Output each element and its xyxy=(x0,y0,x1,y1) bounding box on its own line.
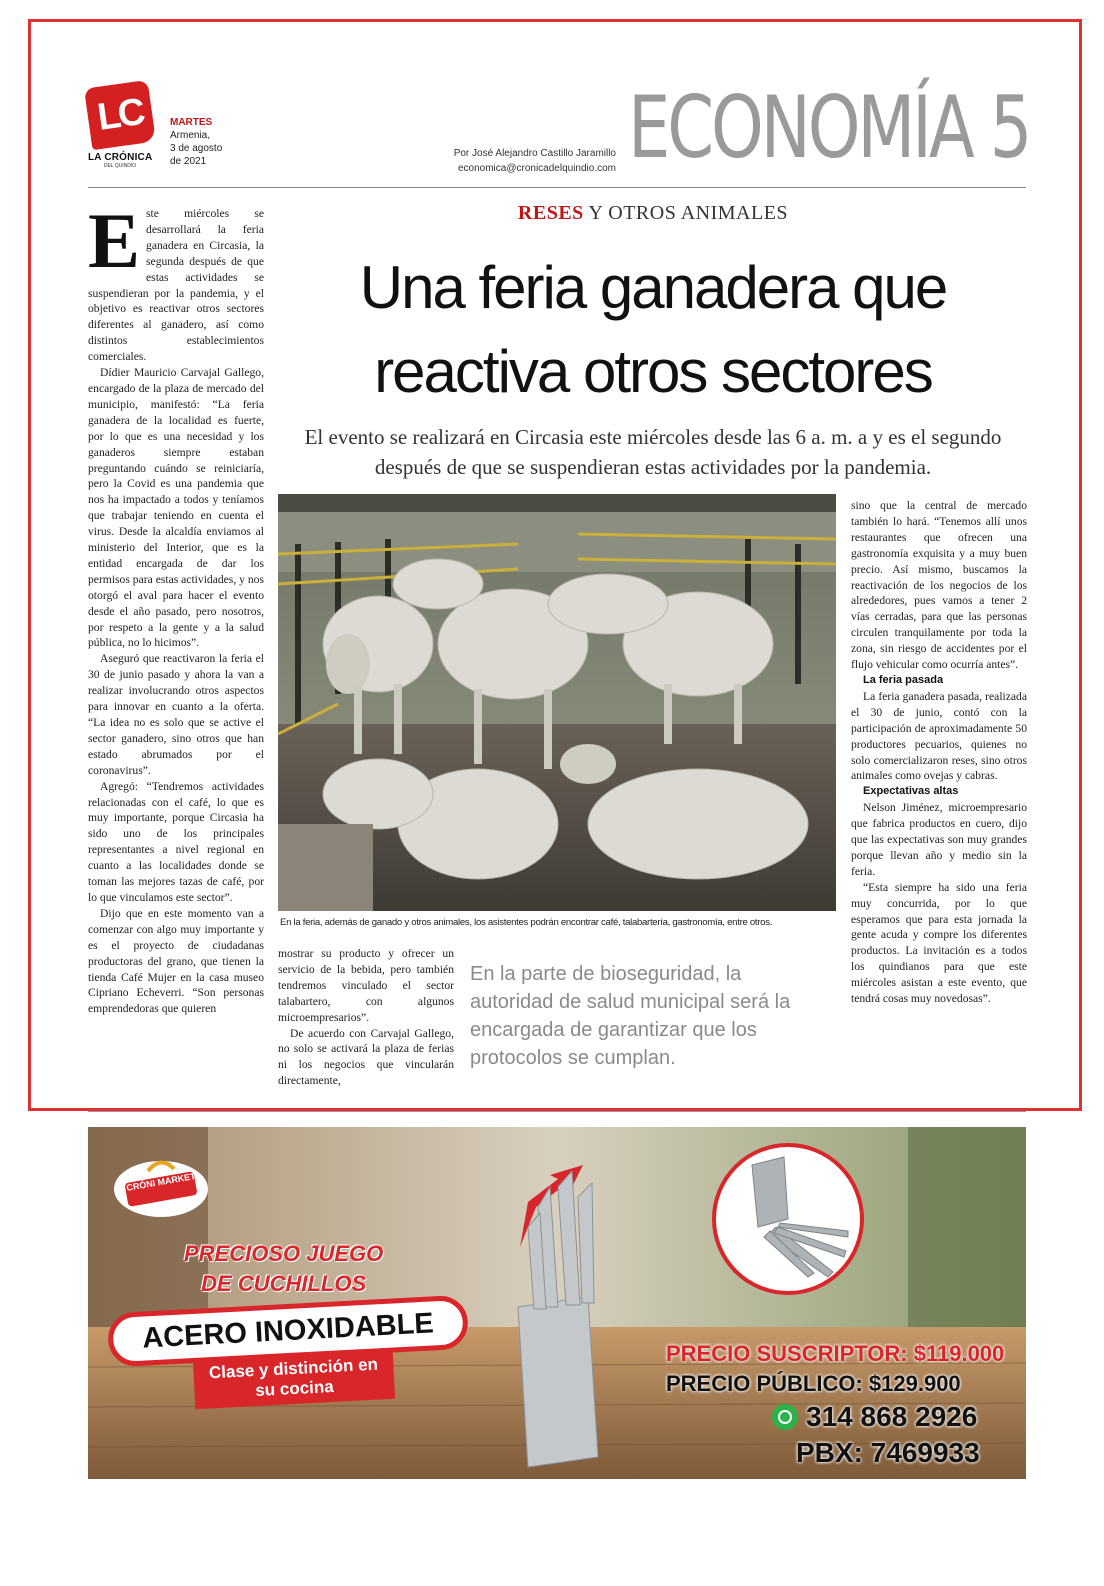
logo-subtitle: DEL QUINDÍO xyxy=(103,163,137,169)
advertisement[interactable] xyxy=(88,1127,1026,1479)
dateline-date-2: de 2021 xyxy=(170,156,207,167)
deck: El evento se realizará en Circasia este miércoles desde las 6 a. m. a y es el segundo después de que se suspendieran estas actividades por la pandemia. xyxy=(304,425,1002,479)
subhead: Expectativas altas xyxy=(863,785,959,798)
byline xyxy=(454,146,616,176)
whatsapp-icon xyxy=(772,1404,798,1430)
headline-line-2: reactiva otros sectores xyxy=(374,338,932,405)
phone-number: 314 868 2926 xyxy=(806,1401,978,1432)
paragraph: “Esta siempre ha sido una feria muy concurrida, por lo que esperamos que para esta jornada la gente acuda y compre los diferentes productos. La invitación es a todos los quindianos para que este miércoles asistan a este evento, que tendrá cosas muy novedosas”. xyxy=(851,880,1027,1006)
logo-mark: LC xyxy=(84,80,156,150)
byline-email[interactable]: economica@cronicadelquindio.com xyxy=(457,163,616,174)
column-2 xyxy=(278,946,454,1089)
ad-title-line-1: PRECIOSO JUEGO xyxy=(184,1241,384,1266)
ad-phone[interactable] xyxy=(772,1401,977,1433)
cattle-photo xyxy=(278,494,836,911)
ad-title xyxy=(184,1239,383,1299)
drop-cap: E xyxy=(88,197,141,284)
kicker-rest: Y OTROS ANIMALES xyxy=(583,202,789,224)
paragraph: De acuerdo con Carvajal Gallego, no solo se activará la plaza de ferias ni los negocios que vincularán directamente, xyxy=(278,1026,454,1088)
logo-name: LA CRÓNICA xyxy=(88,152,153,163)
subhead: La feria pasada xyxy=(863,673,944,686)
ad-material-label: ACERO INOXIDABLE xyxy=(107,1295,469,1368)
paragraph: Dijo que en este momento van a comenzar con algo muy importante y es el proyecto de ciudadanas productoras del grano, que tienen la tienda Café Mujer en la casa museo Cipriano Echeverri. “Son personas emprendedoras que quieren xyxy=(88,906,264,1016)
ad-ribbon-line-2: su cocina xyxy=(254,1376,335,1401)
dateline-city: Armenia, xyxy=(170,130,211,141)
ad-ribbon xyxy=(193,1349,395,1409)
price-subscriber: PRECIO SUSCRIPTOR: $119.000 xyxy=(666,1341,1005,1366)
paragraph: Agregó: “Tendremos actividades relacionadas con el café, lo que es muy importante, porque Circasia ha sido uno de los principales representantes a nivel regional en cuanto a las localidades donde se toman las mejores tazas de café, por lo que vinculamos este sector”. xyxy=(88,779,264,904)
croni-market-text: CRÓNI MARKET xyxy=(125,1170,197,1194)
dateline-date-1: 3 de agosto xyxy=(170,143,223,154)
header-rule xyxy=(88,187,1026,188)
ad-ribbon-line-1: Clase y distinción en xyxy=(208,1354,379,1383)
ad-separator xyxy=(88,1111,1026,1112)
dateline-day: MARTES xyxy=(170,117,213,128)
headline xyxy=(280,246,1026,414)
pull-quote: En la parte de bioseguridad, la autoridad de salud municipal será la encargada de garantizar que los protocolos se cumplan. xyxy=(470,963,791,1069)
column-3 xyxy=(851,498,1027,1007)
column-1 xyxy=(88,197,264,1017)
paragraph: Aseguró que reactivaron la feria el 30 de junio pasado y ahora la van a realizar involucrando otros aspectos para innovar en cuanto a la oferta. “La idea no es solo que se active el sector ganadero, sino otros que han estado abrumados por el coronavirus”. xyxy=(88,652,264,777)
ad-pbx[interactable]: PBX: 7469933 xyxy=(796,1437,980,1468)
newspaper-logo xyxy=(88,84,152,169)
ad-title-line-2: DE CUCHILLOS xyxy=(201,1271,367,1296)
paragraph: sino que la central de mercado también lo hará. “Tenemos allí unos restaurantes que ofrecen una gastronomía exquisita y a muy buen precio. Así mismo, buscamos la reactivación de los negocios de los alrededores, pues vamos a tener 2 vías cerradas, para que las personas circulen tranquilamente por toda la zona, sin riesgo de accidentes por el flujo vehicular como ocurría antes”. xyxy=(851,499,1027,672)
kicker xyxy=(280,202,1026,225)
paragraph: Dídier Mauricio Carvajal Gallego, encargado de la plaza de mercado del municipio, manifestó: “La feria ganadera de la localidad es fuerte, por lo que es una necesidad y los ganaderos siempre estaban preguntando cuándo se reiniciaría, pero la Covid es una pandemia que nos ha impactado a todos y teníamos que trabajar teniendo en cuenta el virus. Desde la alcaldía enviamos al ministerio del Interior, que es la entidad encargada de dar los permisos para estas actividades, y nos otorgó el aval para hacer el evento desde el año pasado, pero nosotros, por respeto a la gente y a la salud pública, no lo hicimos”. xyxy=(88,366,264,650)
dateline xyxy=(170,116,222,168)
paragraph xyxy=(88,197,264,365)
photo-caption: En la feria, además de ganado y otros animales, los asistentes podrán encontrar café, talabartería, gastronomía, entre otros. xyxy=(280,917,773,928)
price-public: PRECIO PÚBLICO: $129.900 xyxy=(666,1371,961,1396)
headline-line-1: Una feria ganadera que xyxy=(359,254,947,321)
photo-illustration xyxy=(278,494,836,911)
kicker-red: RESES xyxy=(517,202,584,224)
paragraph: mostrar su producto y ofrecer un servicio de la bebida, pero también tendremos vinculado el sector talabartero, con algunos microempresarios”. xyxy=(278,947,454,1024)
paragraph: La feria ganadera pasada, realizada el 30 de junio, contó con la participación de aproximadamente 50 productores pecuarios, quienes no solo comercializaron reses, sino otros animales como ovejas y cabras. xyxy=(851,689,1027,783)
section-title: ECONOMÍA 5 xyxy=(628,78,1030,178)
paragraph: Nelson Jiménez, microempresario que fabrica productos en cuero, dijo que las expectativas son muy grandes porque llevan año y medio sin la feria. xyxy=(851,801,1027,878)
paragraph-text: ste miércoles se desarrollará la feria ganadera en Circasia, la segunda después de que estas actividades se suspendieran por la pandemia, y el objetivo es reactivar otros sectores diferentes al ganadero, así como distintos establecimientos comerciales. xyxy=(88,207,264,364)
byline-author: Por José Alejandro Castillo Jaramillo xyxy=(453,148,616,159)
croni-market-logo xyxy=(112,1149,210,1219)
